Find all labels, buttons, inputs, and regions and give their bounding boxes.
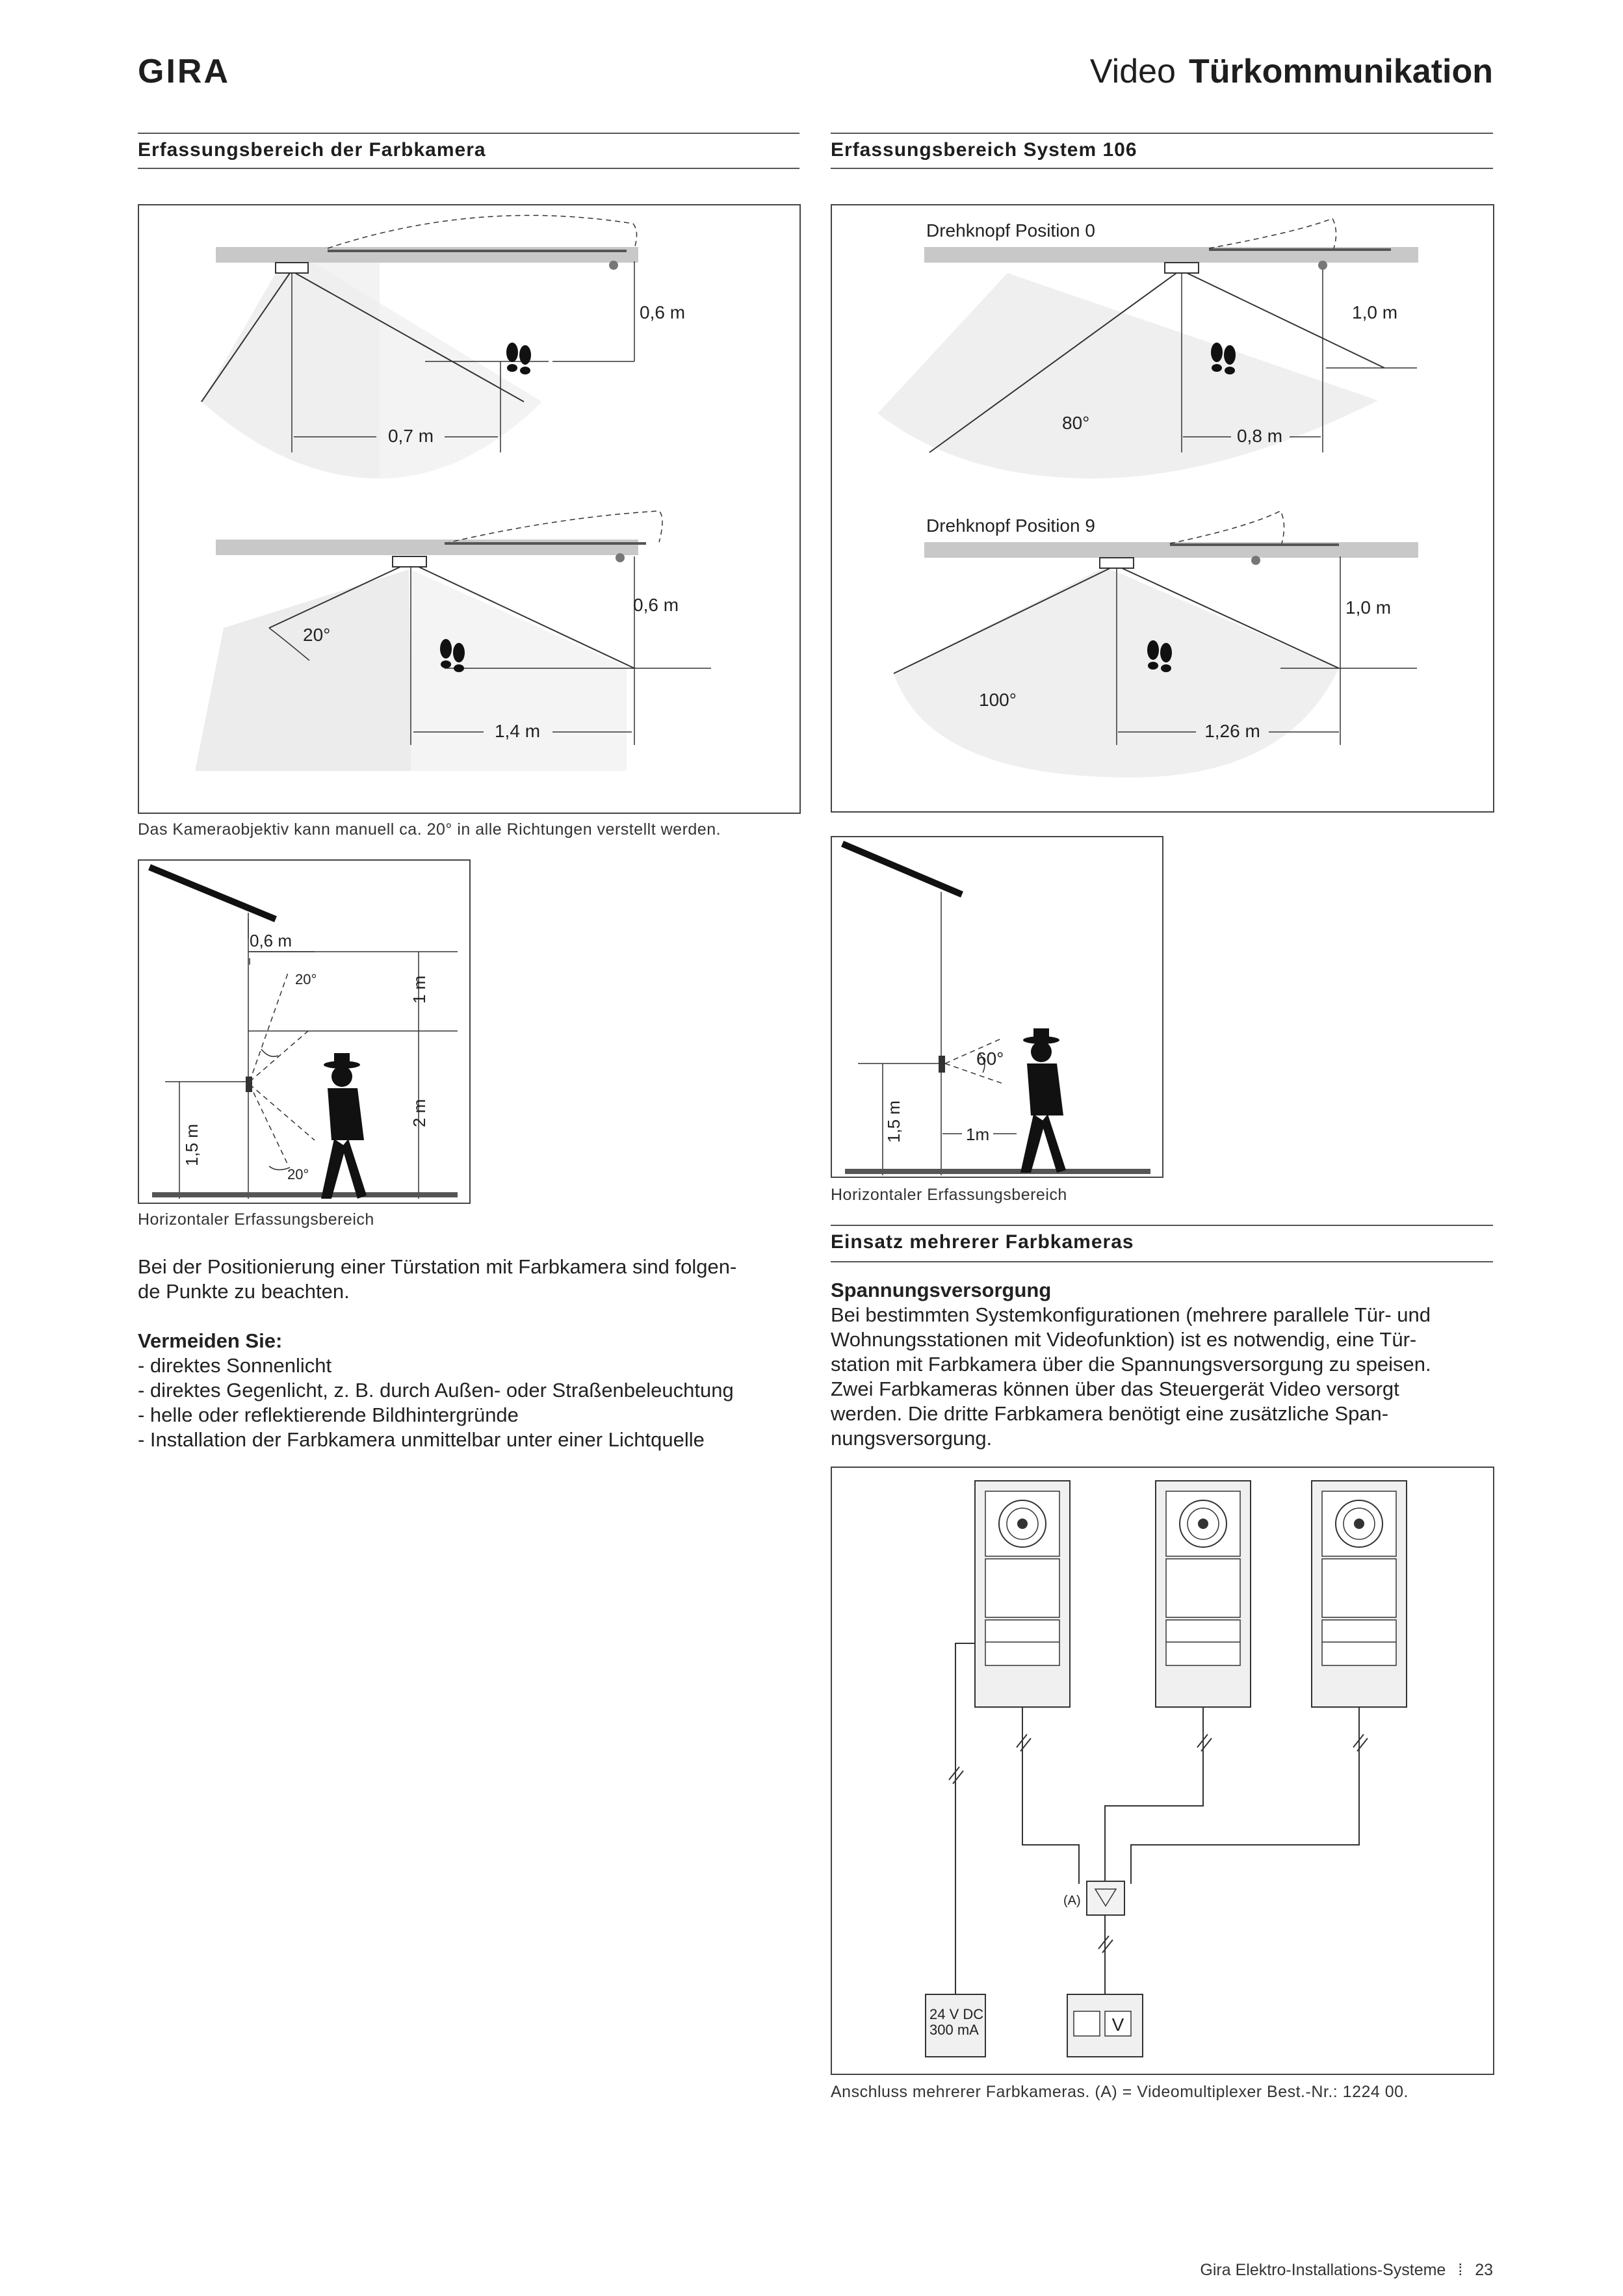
paragraph-line: Bei bestimmten Systemkonfigurationen (mehrere parallele Tür- und: [831, 1303, 1431, 1326]
door-station-2: [1156, 1481, 1251, 1707]
side-view-right-figure: [831, 836, 1163, 1178]
door-station-3: [1312, 1481, 1407, 1707]
side-view-left-figure: [138, 859, 471, 1204]
footer-separator-icon: ⁞: [1458, 2261, 1463, 2279]
dim-horizontal-top: 0,7 m: [387, 426, 434, 446]
footer-text: Gira Elektro-Installations-Systeme: [1200, 2261, 1446, 2279]
angle-top-label: 20°: [295, 971, 317, 987]
paragraph-line: nungsversorgung.: [831, 1427, 993, 1450]
left-figure-caption: Das Kameraobjektiv kann manuell ca. 20° in alle Richtungen verstellt werden.: [138, 820, 721, 839]
avoid-heading: Vermeiden Sie:: [138, 1329, 283, 1352]
angle-20-label: 20°: [303, 625, 331, 645]
power-supply-heading: Spannungsversorgung: [831, 1279, 1052, 1301]
position0-diagram: [877, 218, 1418, 478]
camera-icon: [246, 1076, 252, 1092]
paragraph-line: Zwei Farbkameras können über das Steuergerät Video versorgt: [831, 1377, 1399, 1400]
paragraph-line: station mit Farbkamera über die Spannungsversorgung zu speisen.: [831, 1353, 1431, 1376]
divider: [138, 168, 799, 169]
side-left-caption: Horizontaler Erfassungsbereich: [138, 1210, 374, 1229]
dim-horizontal-pos0: 0,8 m: [1236, 426, 1283, 446]
divider: [831, 1261, 1493, 1262]
gira-logo: GIRA: [138, 53, 230, 90]
system106-coverage-svg: [832, 205, 1493, 811]
left-section-heading: Erfassungsbereich der Farbkamera: [138, 139, 486, 161]
intro-line2: de Punkte zu beachten.: [138, 1280, 350, 1303]
dim-vertical-pos0: 1,0 m: [1352, 302, 1398, 322]
side-view-left-svg: [139, 861, 469, 1203]
side-left-height1m: 1 m: [409, 975, 429, 1004]
dim-vertical-top: 0,6 m: [640, 302, 686, 322]
left-body-text: [138, 1255, 799, 1452]
ceiling: [216, 247, 638, 263]
wall-beam: [149, 867, 276, 919]
position0-label: Drehknopf Position 0: [926, 220, 1095, 241]
divider: [831, 168, 1493, 169]
psu-line2: 300 mA: [929, 2022, 979, 2038]
door-station-1: [975, 1481, 1070, 1707]
camera-icon: [393, 556, 426, 567]
position9-label: Drehknopf Position 9: [926, 515, 1095, 536]
title-tuerkommunikation: Türkommunikation: [1188, 53, 1493, 90]
mux-label: (A): [1063, 1894, 1081, 1908]
side-left-height15: 1,5 m: [182, 1123, 201, 1166]
camera-icon: [276, 263, 308, 273]
footprints-icon: [506, 343, 531, 374]
page-title: [1090, 52, 1493, 91]
camera-icon: [1165, 263, 1199, 273]
dim-vertical-pos9: 1,0 m: [1345, 597, 1392, 618]
coverage-top-diagram: [201, 215, 685, 478]
paragraph-line: Wohnungsstationen mit Videofunktion) ist es notwendig, eine Tür-: [831, 1328, 1417, 1351]
person-silhouette-icon: [1020, 1028, 1066, 1173]
intro-line1: Bei der Positionierung einer Türstation mit Farbkamera sind folgen-: [138, 1255, 737, 1278]
side-left-dist: 0,6 m: [250, 931, 292, 950]
multi-cam-text: [831, 1278, 1493, 1451]
divider: [831, 1225, 1493, 1226]
camera-coverage-svg: [139, 205, 799, 813]
wall-beam: [842, 844, 962, 894]
dim-horizontal-bottom: 1,4 m: [494, 721, 541, 741]
footer: [1200, 2261, 1493, 2280]
side-right-dist: 1m: [966, 1125, 990, 1144]
ceiling: [216, 540, 638, 555]
avoid-item: - helle oder reflektierende Bildhintergründe: [138, 1403, 519, 1426]
angle-100-label: 100°: [979, 690, 1017, 710]
side-left-height2m: 2 m: [409, 1099, 429, 1127]
camera-icon: [1100, 558, 1134, 568]
ctrl-label: V: [1111, 2015, 1124, 2035]
avoid-item: - direktes Sonnenlicht: [138, 1354, 332, 1377]
wiring-diagram-figure: [831, 1467, 1494, 2075]
divider: [138, 133, 799, 134]
floor: [845, 1169, 1150, 1174]
page-number: 23: [1475, 2261, 1493, 2279]
dim-vertical-bottom: 0,6 m: [633, 595, 679, 615]
paragraph-line: werden. Die dritte Farbkamera benötigt eine zusätzliche Span-: [831, 1402, 1389, 1425]
position9-diagram: [894, 511, 1418, 777]
camera-coverage-figure: [138, 204, 801, 814]
angle-bottom-label: 20°: [287, 1166, 309, 1182]
avoid-item: - Installation der Farbkamera unmittelbar unter einer Lichtquelle: [138, 1428, 705, 1451]
system106-coverage-figure: [831, 204, 1494, 813]
psu-line1: 24 V DC: [929, 2006, 984, 2022]
multi-cam-heading: Einsatz mehrerer Farbkameras: [831, 1231, 1134, 1253]
side-right-height15: 1,5 m: [884, 1100, 903, 1143]
avoid-item: - direktes Gegenlicht, z. B. durch Außen- oder Straßenbeleuchtung: [138, 1379, 734, 1402]
wiring-caption: Anschluss mehrerer Farbkameras. (A) = Videomultiplexer Best.-Nr.: 1224 00.: [831, 2083, 1409, 2101]
camera-icon: [939, 1056, 945, 1073]
right-section-heading: Erfassungsbereich System 106: [831, 139, 1137, 161]
title-video: Video: [1089, 53, 1176, 90]
divider: [831, 133, 1493, 134]
person-silhouette-icon: [321, 1053, 367, 1199]
video-multiplexer: [1087, 1881, 1124, 1915]
wiring-diagram-svg: [832, 1468, 1493, 2074]
floor: [152, 1192, 458, 1197]
coverage-bottom-diagram: [195, 511, 711, 771]
angle-60-label: 60°: [976, 1049, 1004, 1069]
side-right-caption: Horizontaler Erfassungsbereich: [831, 1186, 1067, 1204]
angle-80-label: 80°: [1062, 413, 1090, 433]
side-view-right-svg: [832, 837, 1162, 1177]
dim-horizontal-pos9: 1,26 m: [1204, 721, 1260, 741]
